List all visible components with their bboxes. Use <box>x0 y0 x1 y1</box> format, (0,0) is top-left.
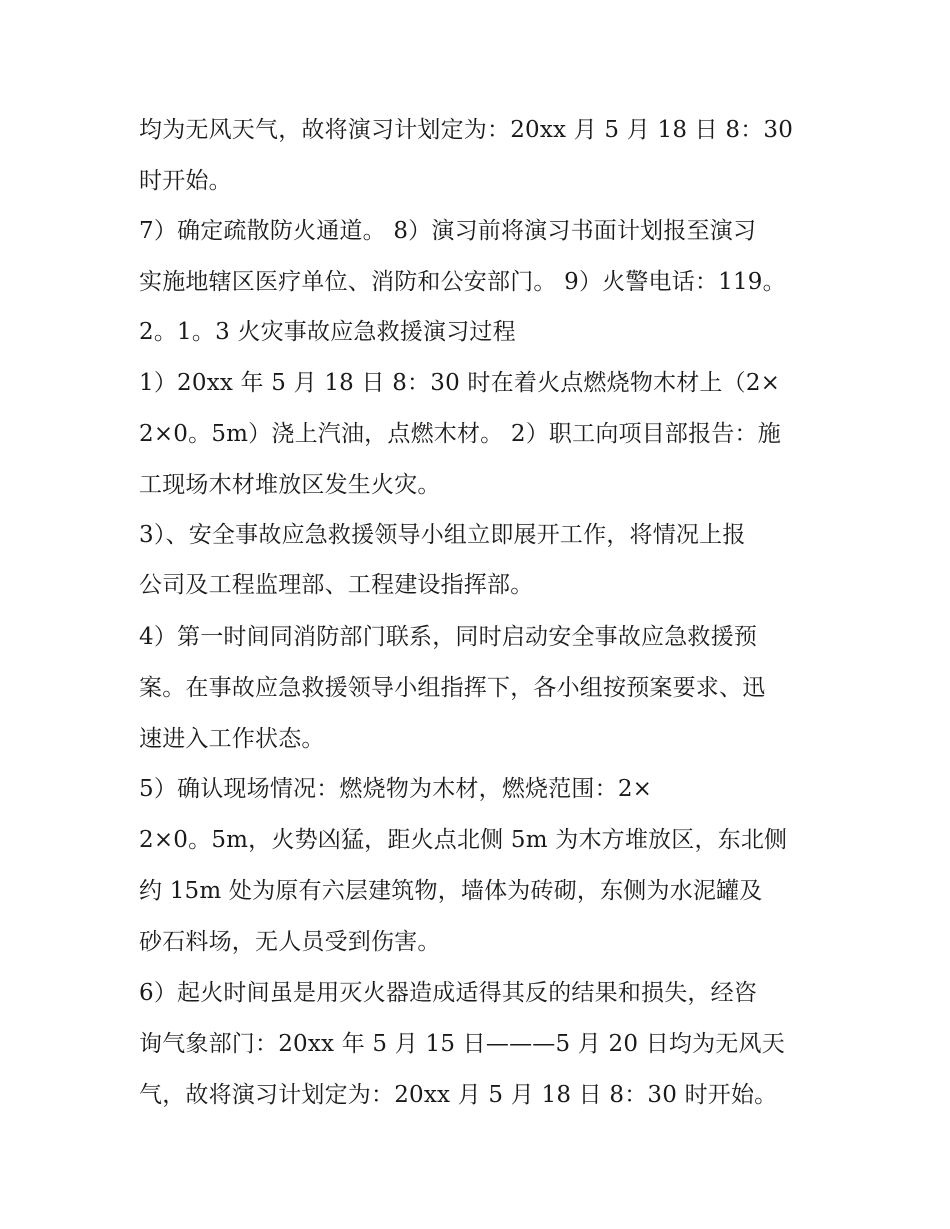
text-line: 5）确认现场情况：燃烧物为木材，燃烧范围：2× <box>139 776 653 802</box>
text-line: 案。在事故应急救援领导小组指挥下，各小组按预案要求、迅 <box>139 675 766 701</box>
text-line: 均为无风天气，故将演习计划定为：20xx 月 5 月 18 日 8：30 <box>139 117 794 143</box>
text-line: 2×0。5m，火势凶猛，距火点北侧 5m 为木方堆放区，东北侧 <box>139 827 788 853</box>
text-line: 约 15m 处为原有六层建筑物，墙体为砖砌，东侧为水泥罐及 <box>139 878 763 904</box>
text-line: 3）、安全事故应急救援领导小组立即展开工作，将情况上报 <box>139 522 746 548</box>
text-line: 气，故将演习计划定为：20xx 月 5 月 18 日 8：30 时开始。 <box>139 1082 778 1108</box>
text-line: 速进入工作状态。 <box>139 726 325 752</box>
text-line: 实施地辖区医疗单位、消防和公安部门。 9）火警电话：119。 <box>139 269 786 295</box>
text-line: 询气象部门：20xx 年 5 月 15 日———5 月 20 日均为无风天 <box>139 1031 785 1057</box>
text-line: 工现场木材堆放区发生火灾。 <box>139 472 441 498</box>
text-line: 2×0。5m）浇上汽油，点燃木材。 2）职工向项目部报告：施 <box>139 421 781 447</box>
text-line: 6）起火时间虽是用灭火器造成适得其反的结果和损失，经咨 <box>139 980 758 1006</box>
text-line: 公司及工程监理部、工程建设指挥部。 <box>139 572 534 598</box>
text-line: 时开始。 <box>139 168 232 194</box>
text-line: 1）20xx 年 5 月 18 日 8：30 时在着火点燃烧物木材上（2× <box>139 370 781 396</box>
section-heading: 2。1。3 火灾事故应急救援演习过程 <box>139 319 516 345</box>
text-line: 砂石料场，无人员受到伤害。 <box>139 929 441 955</box>
text-line: 7）确定疏散防火通道。 8）演习前将演习书面计划报至演习 <box>139 218 757 244</box>
text-line: 4）第一时间同消防部门联系，同时启动安全事故应急救援预 <box>139 624 758 650</box>
